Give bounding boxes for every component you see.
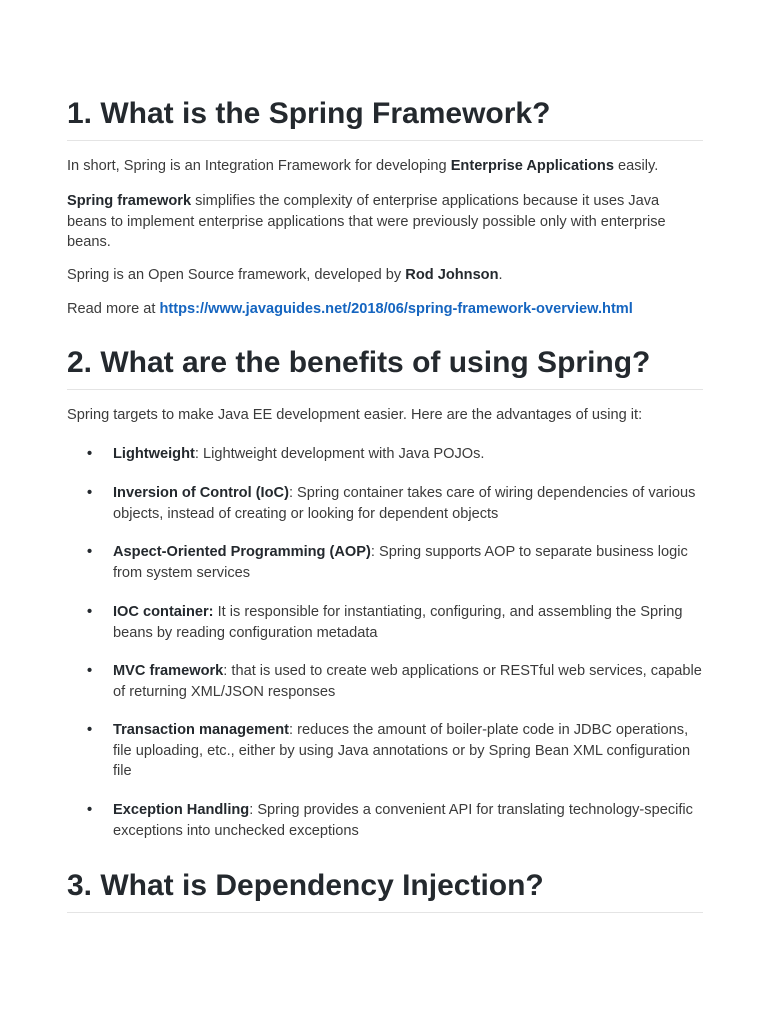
paragraph-spring-framework: Spring framework simplifies the complexity of enterprise applications because it uses Java beans to implement enterprise applications that were previously possible only with enterprise beans.	[67, 193, 666, 250]
bullet: •	[87, 802, 93, 818]
section-heading-dependency-injection: 3. What is Dependency Injection?	[67, 868, 703, 913]
list-item-transaction: • Transaction management: reduces the amount of boiler-plate code in JDBC operations, file uploading, etc., either by using Java annotations or by Spring Bean XML configuration file	[87, 722, 691, 779]
list-item-ioc-container: • IOC container: It is responsible for instantiating, configuring, and assembling the Spring beans by reading configuration metadata	[87, 604, 683, 641]
bullet: •	[87, 722, 93, 738]
list-item-lightweight: • Lightweight: Lightweight development with Java POJOs.	[67, 444, 703, 465]
list-item-mvc: • MVC framework: that is used to create web applications or RESTful web services, capable of returning XML/JSON responses	[87, 663, 702, 700]
paragraph-benefits-intro: Spring targets to make Java EE development easier. Here are the advantages of using it:	[67, 407, 643, 423]
section-heading-benefits: 2. What are the benefits of using Spring?	[67, 345, 703, 390]
list-item-aop: • Aspect-Oriented Programming (AOP): Spring supports AOP to separate business logic from system services	[87, 544, 688, 581]
list-item-ioc: • Inversion of Control (IoC): Spring container takes care of wiring dependencies of various objects, instead of creating or looking for dependent objects	[87, 485, 696, 522]
paragraph-short-intro: In short, Spring is an Integration Framework for developing Enterprise Applications easily.	[67, 158, 659, 174]
bullet: •	[87, 663, 93, 679]
bullet: •	[87, 485, 93, 501]
javaguides-link[interactable]: https://www.javaguides.net/2018/06/spring-framework-overview.html	[159, 301, 633, 317]
paragraph-open-source: Spring is an Open Source framework, developed by Rod Johnson.	[67, 267, 503, 283]
bullet: •	[87, 446, 93, 462]
list-item-exception: • Exception Handling: Spring provides a convenient API for translating technology-specific exceptions into unchecked exceptions	[87, 802, 693, 839]
bold-rod-johnson: Rod Johnson	[405, 267, 499, 283]
section-heading-spring-framework: 1. What is the Spring Framework?	[67, 96, 703, 141]
bullet: •	[87, 604, 93, 620]
bullet: •	[87, 544, 93, 560]
bold-enterprise-applications: Enterprise Applications	[450, 158, 614, 174]
bold-spring-framework: Spring framework	[67, 193, 192, 209]
paragraph-read-more: Read more at https://www.javaguides.net/2018/06/spring-framework-overview.html	[67, 301, 633, 317]
